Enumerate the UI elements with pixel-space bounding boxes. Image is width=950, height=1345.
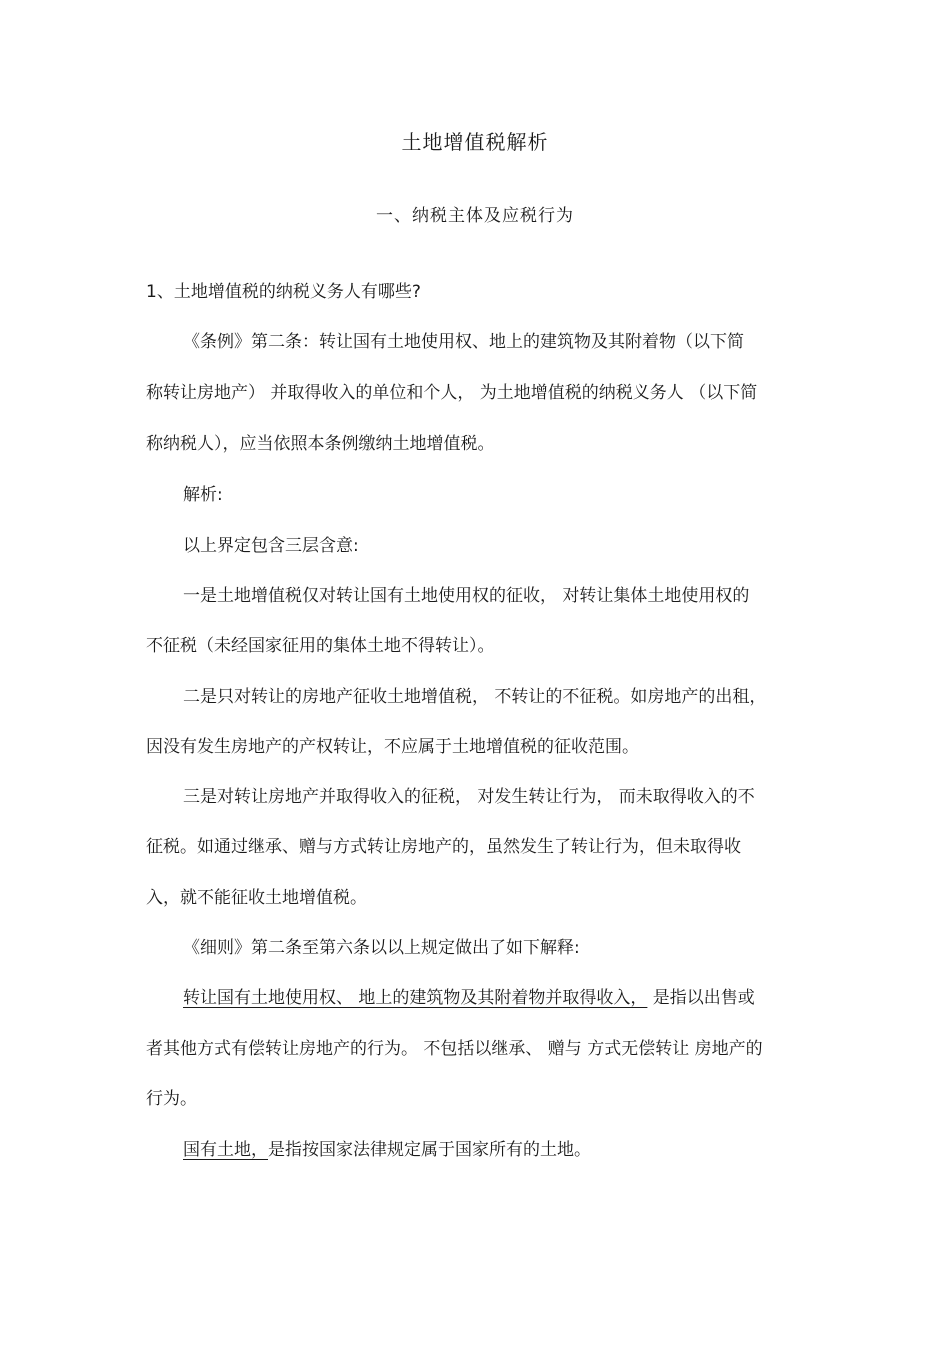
paragraph-line: 称转让房地产） 并取得收入的单位和个人， 为土地增值税的纳税义务人 （以下简 [146, 383, 758, 403]
underlined-term: 国有土地， [183, 1140, 268, 1160]
paragraph-line: 二是只对转让的房地产征收土地增值税， 不转让的不征税。如房地产的出租， [183, 687, 767, 707]
paragraph-line: 入，就不能征收土地增值税。 [146, 888, 367, 908]
paragraph-line: 称纳税人），应当依照本条例缴纳土地增值税。 [146, 434, 495, 454]
section-heading: 一、纳税主体及应税行为 [376, 206, 574, 226]
document-title: 土地增值税解析 [401, 130, 549, 154]
underlined-term: 转让国有土地使用权、 地上的建筑物及其附着物并取得收入， [183, 988, 648, 1008]
paragraph-line: 《条例》第二条：转让国有土地使用权、地上的建筑物及其附着物（以下简 [183, 332, 744, 352]
paragraph-line: 《细则》第二条至第六条以以上规定做出了如下解释: [183, 938, 580, 958]
question-heading: 1、土地增值税的纳税义务人有哪些? [146, 282, 421, 302]
paragraph-line: 一是土地增值税仅对转让国有土地使用权的征收， 对转让集体土地使用权的 [183, 586, 750, 606]
analysis-label: 解析: [183, 485, 223, 505]
definition-text: 是指以出售或 [647, 988, 755, 1008]
paragraph-line: 征税。如通过继承、赠与方式转让房地产的，虽然发生了转让行为，但未取得收 [146, 837, 741, 857]
paragraph-line: 行为。 [146, 1089, 197, 1109]
paragraph-line [183, 986, 755, 1010]
paragraph-line: 因没有发生房地产的产权转让，不应属于土地增值税的征收范围。 [146, 737, 639, 757]
paragraph-line: 以上界定包含三层含意: [183, 536, 359, 556]
paragraph-line: 者其他方式有偿转让房地产的行为。 不包括以继承、 赠与 方式无偿转让 房地产的 [146, 1039, 763, 1059]
definition-text: 是指按国家法律规定属于国家所有的土地。 [268, 1140, 591, 1160]
paragraph-line: 三是对转让房地产并取得收入的征税， 对发生转让行为， 而未取得收入的不 [183, 787, 755, 807]
paragraph-line: 不征税（未经国家征用的集体土地不得转让）。 [146, 636, 495, 656]
paragraph-line [183, 1138, 591, 1162]
